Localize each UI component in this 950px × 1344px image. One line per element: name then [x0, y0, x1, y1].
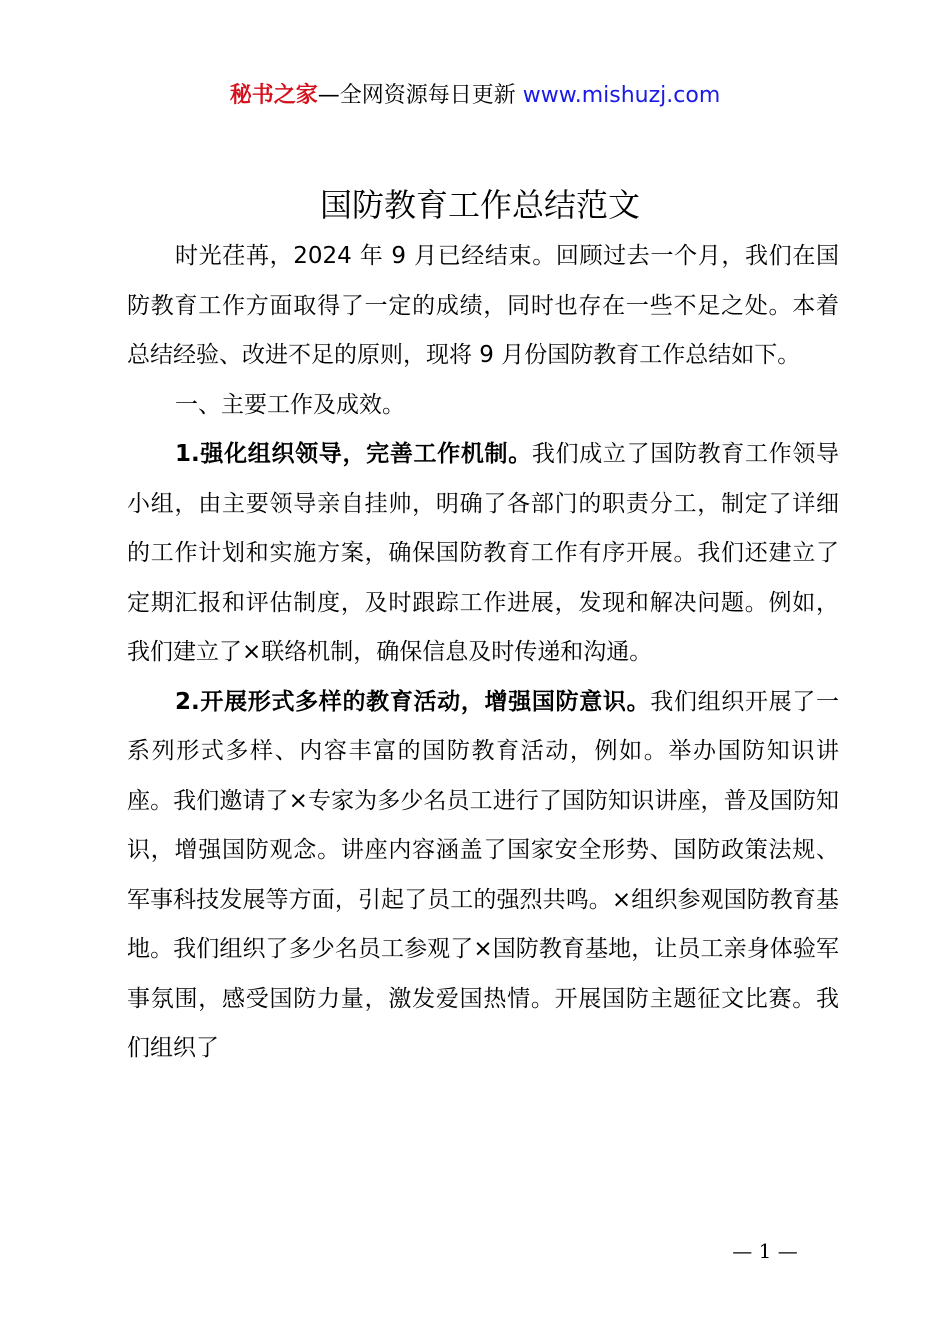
site-tagline: —全网资源每日更新 [317, 83, 516, 108]
item-2-lead: 2.开展形式多样的教育活动，增强国防意识。 [175, 688, 651, 715]
section-heading: 一、主要工作及成效。 [175, 391, 405, 418]
intro-paragraph: 时光荏苒，2024 年 9 月已经结束。回顾过去一个月，我们在国防教育工作方面取得了一定的成绩，同时也存在一些不足之处。本着总结经验、改进不足的原则，现将 9 月份国防教育工作总结如下。 [127, 243, 839, 368]
site-url-link[interactable]: www.mishuzj.com [522, 83, 721, 108]
item-1-lead: 1.强化组织领导，完善工作机制。 [175, 441, 532, 467]
document-title: 国防教育工作总结范文 [319, 186, 640, 224]
site-header [0, 78, 950, 114]
document-body [127, 232, 839, 1074]
item-1-text: 我们成立了国防教育工作领导小组，由主要领导亲自挂帅，明确了各部门的职责分工，制定了详细的工作计划和实施方案，确保国防教育工作有序开展。我们还建立了定期汇报和评估制度，及时跟踪工作进展，发现和解决问题。例如，我们建立了×联络机制，确保信息及时传递和沟通。 [127, 441, 840, 665]
site-brand: 秘书之家 [229, 83, 318, 108]
item-1-paragraph [127, 430, 839, 678]
item-2-paragraph [127, 678, 839, 1074]
page-number: — 1 — [732, 1239, 798, 1263]
item-2-text: 我们组织开展了一系列形式多样、内容丰富的国防教育活动，例如。举办国防知识讲座。我们邀请了×专家为多少名员工进行了国防知识讲座，普及国防知识，增强国防观念。讲座内容涵盖了国家安全形势、国防政策法规、军事科技发展等方面，引起了员工的强烈共鸣。×组织参观国防教育基地。我们组织了多少名员工参观了×国防教育基地，让员工亲身体验军事氛围，感受国防力量，激发爱国热情。开展国防主题征文比赛。我们组织了 [127, 688, 839, 1061]
